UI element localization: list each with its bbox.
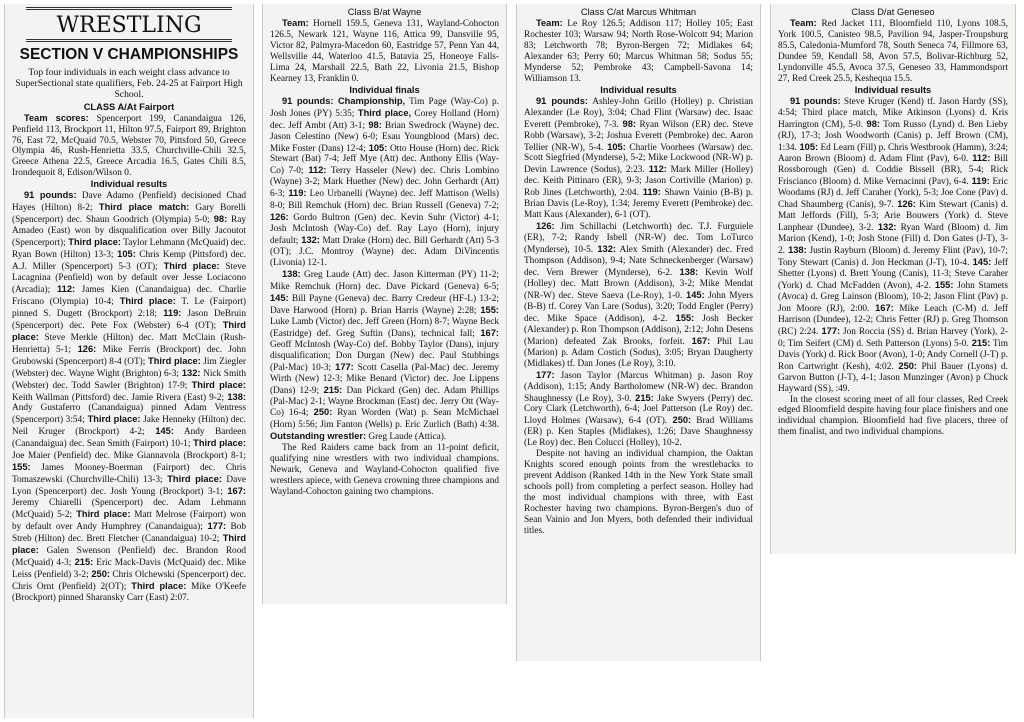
column-class-a	[4, 4, 254, 718]
class-d-heading: Class D/at Geneseo	[851, 7, 935, 17]
class-d-summary: In the closest scoring meet of all four classes, Red Creek edged Bloomfield despite having four place finishers and one individual champion. Bloomfield had five placers, three of them finalist, and two individual champions.	[778, 394, 1008, 438]
class-c-results-part2: 126: Jim Schillachi (Letchworth) dec. T.J. Furguiele (ER), 7-2; Randy Isbell (NR-W) dec. Tom LoTurco (Mynderse), 10-5. 132: Alex Smith (Alexander) dec. Fred Thompson (Addison), 9-4; Nate Schneckenberger (Warsaw) dec. Vern Brewer (Mynderse), 6-2. 138: Kevin Wolf (Holley) dec. Matt Brown (Addison), 3-2; Mike Mendat (NR-W) dec. Steve Saeva (Le-Roy), 1-0. 145: John Myers (B-B) tf. Corey Van Lare (Sodus), 3:20; Todd Engler (Perry) dec. Mike Space (Addison), 4-2. 155: Josh Becker (Alexander) p. Ron Thompson (Addison), 2:12; John Desens (Marion) defeated Zak Brooks, forfeit. 167: Phil Lau (Marion) p. Adam Costich (Sodus), 3:05; Bryan Daugherty (Midlakes) tf. Dan Jones (Le Roy), 3:10.	[524, 221, 754, 369]
class-b-summary: The Red Raiders came back from an 11-point deficit, qualifying nine wrestlers with two individual champions. Newark, Geneva and Wayland-Cohocton qualified five wrestlers apiece, with Geneva crowning three champions and Wayland-Cohocton gaining two champions.	[270, 443, 499, 498]
column-class-b	[262, 4, 507, 604]
class-b-team-scores: Team: Hornell 159.5, Geneva 131, Wayland-Cohocton 126.5, Newark 121, Wayne 116, Attica 99, Dansville 95, Victor 82, Palmyra-Macedon 60, Eastridge 57, Penn Yan 44, Wellsville 44, Waterloo 41.5, Batavia 25, Honeoye Falls-Lima 24, Marshall 22.5, Bath 22, Livonia 21.5, Bishop Kearney 13, Franklin 0.	[270, 18, 499, 84]
class-c-results-part3: 177: Jason Taylor (Marcus Whitman) p. Jason Roy (Addison), 1:15; Andy Bartholomew (NR-W) dec. Brandon Shaughnessy (Le Roy), 3-0. 215: Jake Swyers (Perry) dec. Cory Clark (Letchworth), 6-4; Joel Patterson (Le Roy) dec. Lloyd Holmes (Warsaw), 6-4 (OT). 250: Brad Williams (ER) p. Ken Staples (Midlakes), 1:26; Dave Shaughnessy (Le Roy) dec. Ben Colucci (Holley), 10-2.	[524, 369, 754, 449]
class-b-finals-heading: Individual finals	[349, 84, 420, 95]
column-class-c	[516, 4, 761, 661]
masthead-rule-top	[26, 7, 232, 10]
class-c-results-part1: 91 pounds: Ashley-John Grillo (Holley) p. Christian Alexander (Le Roy), 3:04; Chad Flint (Warsaw) dec. Isaac Everett (Pembroke), 7-3. 98: Ryan Wilson (ER) dec. Steve Robb (Warsaw), 3-2; Joshua Everett (Pembroke) dec. Aaron Tellier (NR-W), 5-4. 105: Charlie Voorhees (Warsaw) dec. Scott Siegfried (Mynderse), 5-2; Mike Lockwood (NR-W) p. Devin Lawrence (Sodus), 2:23. 112: Mark Miller (Holley) dec. Keith Pittinaro (ER), 9-3; Jason Cortiville (Marion) p. Rob Jines (Letchworth), 2:04. 119: Shawn Vainio (B-B) p. Brian Davis (Le-Roy), 1:34; Jeremy Everett (Pembroke) dec. Matt Kaus (Alexander), 6-1 (OT).	[524, 95, 754, 221]
class-a-individual-heading: Individual results	[90, 179, 168, 190]
class-d-team-scores: Team: Red Jacket 111, Bloomfield 110, Lyons 108.5, York 100.5, Canisteo 98.5, Pavilion 94, Jasper-Troupsburg 85.5, Caledonia-Mumford 78, South Seneca 74, Fillmore 63, Dundee 59, Kendall 58, Avon 57.5, Bolivar-Richburg 52, Lyndonville 45.5, Avoca 37.5, Geneseo 33, Hammondsport 27, Red Creek 25.5, Keshequa 15.5.	[778, 18, 1008, 84]
class-c-team-scores: Team: Le Roy 126.5; Addison 117; Holley 105; East Rochester 103; Warsaw 94; North Rose-Wolcott 94; Marion 83; Letchworth 78; Byron-Bergen 72; Midlakes 64; Alexander 63; Perry 60; Marcus Whitman 58; Sodus 55; Mynderse 52; Pembroke 43; Campbell-Savona 14; Williamson 13.	[524, 18, 753, 84]
class-d-individual-results: 91 pounds: Steve Kruger (Kend) tf. Jason Hardy (SS), 4:54; Third place match, Mike Atkinson (Lyons) d. Kris Harrington (CM), 5-0. 98: Tom Russo (Lynd) d. Ben Lieby (RJ), 17-3; Josh Woodworth (Canis) p. Jeff Brown (CM), 1:34. 105: Ed Learn (Fill) p. Chris Westbrook (Hamm), 3:24; Aaron Brown (Bloom) d. Adam Flint (Pav), 6-0. 112: Bill Rossborough (Gen) d. Coddie Bissell (BR), 5-4; Rick Friscianco (Bloom) d. Mike Vernacinni (Pav), 6-4. 119: Eric Woodams (RJ) d. Jeff Caraher (York), 5-3; Joe Cone (Pav) d. Chad Shaumberg (Canis), 9-7. 126: Kim Stewart (Canis) d. Matt Jeffords (Fill), 5-3; Arie Bouwers (York) d. Steve Lanphear (Dundee), 3-2. 132: Ryan Ward (Bloom) d. Jim Marion (Kend), 1-0; Josh Stone (Fill) d. Don Gates (J-T), 3-2. 138: Justin Rayburn (Bloom) d. Jeremy Flint (Pav), 10-7; Tony Stewart (Canis) d. Jon Heckman (J-T), 10-4. 145: Jeff Shetter (Lyons) d. Brett Young (Canis), 11-3; Steve Caraher (York) d. Chad McFadden (Avon), 4-2. 155: John Stamets (Avoca) d. Greg Lainson (Bloom), 10-2; Jason Flint (Pav) p. Jon Moore (RJ), 2:00. 167: Mike Leach (C-M) d. Jeff Harrison (Dundee), 12-2; Chris Fetter (RJ) p. Greg Thomson (RC) 2:24. 177: Jon Roccia (SS) d. Brian Harvey (York), 2-0; Tim Seifert (CM) d. Seth Patterson (Lyons) 5-0. 215: Tim Davis (York) d. Rick Boor (Avon), 1-0; Andy Cornell (J-T) p. Ron Cartwright (Kesh), 4:02. 250: Phil Bauer (Lyons) d. Garvon Button (J-T), 4-1; Jason Munzinger (Avon) p Chuck Hayward (SS), :49.	[778, 95, 1008, 394]
class-b-heading: Class B/at Wayne	[347, 7, 422, 17]
class-c-heading: Class C/at Marcus Whitman	[580, 7, 697, 17]
section-masthead: WRESTLING	[56, 13, 202, 38]
article-headline: SECTION V CHAMPIONSHIPS	[19, 46, 239, 63]
class-c-individual-heading: Individual results	[600, 84, 677, 95]
class-a-heading: CLASS A/At Fairport	[83, 101, 175, 112]
class-c-summary: Despite not having an individual champion, the Oaktan Knights scored enough points from the wrestlebacks to prevent Addison (Ranked 14th in the New York State small schools poll) from completing a perfect season. Holley had the most individual champions with three, with East Rochester having two champions. Byron-Bergen's duo of Sean Vainio and Jon Myers, both defended their individual titles.	[524, 449, 753, 536]
class-b-results-part2: 138: Greg Laude (Att) dec. Jason Kitterman (PY) 11-2; Mike Remchuk (Horn) dec. Dave Pickard (Geneva) 6-5; 145: Bill Payne (Geneva) dec. Barry Credeur (HF-L) 13-2; Dave Harwood (Horn) p. Brian Harris (Wayne) 2:28; 155: Luke Lamb (Victor) dec. Jeff Green (Horn) 8-7; Wayne Beck (Eastridge) def. Greg Suftin (Dans), technical fall; 167: Geoff McIntosh (Way-Co) def. Bobby Taylor (Dans), injury disqualification; Don Durgan (New) dec. Paul Stubbings (Pal-Mac) 10-3; 177: Scott Casella (Pal-Mac) dec. Jeremy Wirth (New) 12-3; Mike Benard (Victor) dec. Joe Lippens (Dans) 12-9; 215: Dan Pickard (Gen) dec. Adam Phillips (Pal-Mac) 2-1; Wayne Brockman (East) dec. Jerry Ott (Way-Co) 16-4; 250: Ryan Worden (Wat) p. Sean McMichael (Horn) 5:56; Jim Fanton (Wells) p. Eric Zurlich (Bath) 4:38. Outstanding wrestler: Greg Laude (Attica).	[270, 269, 499, 443]
column-class-d	[770, 4, 1016, 554]
article-dek: Top four individuals in each weight class advance to SuperSectional state qualifiers, Feb. 24-25 at Fairport High School.	[15, 67, 243, 101]
class-a-individual-results: 91 pounds: Dave Adamo (Penfield) decisioned Chad Hayes (Hilton) 8-2; Third place match: Gary Borelli (Spencerport) dec. Shaun Goodrich (Olympia) 5-0; 98: Ray Amadeo (East) won by disqualification over Billy Jacoutot (Spencerport); Third place: Taylor Lehmann (McQuaid) dec. Ryan Bown (Hilton) 13-3; 105: Chris Kemp (Pittsford) dec. A.J. Miller (Spencerport) 5-3 (OT); Third place: Steve Lacagnina (Penfield) won by default over Jesse Lociacono (Arcadia); 112: James Kien (Canandaigua) dec. Charlie Friscano (Olympia) 10-4; Third place: T. Le (Fairport) pinned S. Dugett (Brockport) 2:18; 119: Jason DeBruin (Spencerport) dec. Pete Fox (Webster) 6-4 (OT); Third place: Steve Merkle (Hilton) dec. Matt McClain (Rush-Henrietta) 5-1; 126: Mike Ferris (Brockport) dec. John Grubowski (Spencerport) 8-4 (OT); Third place: Jim Ziegler (Webster) dec. Wayne Wight (Brighton) 6-3; 132: Nick Smith (Webster) dec. Todd Sawler (Brighton) 17-9; Third place: Keith Wallman (Pittsford) dec. Jamie Rivera (East) 9-2; 138: Andy Gustaferro (Canandaigua) pinned Adam Ventress (Spencerport) 3:54; Third place: Jake Henneky (Hilton) dec. Neil Kruger (Brockport) 4-2; 145: Andy Bardeen (Canandaigua) dec. Sean Smith (Fairport) 10-1; Third place: Joe Maier (Penfield) dec. Mike Giannavola (Brockport) 8-1; 155: James Mooney-Boerman (Fairport) dec. Chris Tomaszewski (Churchville-Chili) 13-3; Third place: Dave Lyon (Spencerport) dec. Josh Young (Brockport) 3-1; 167: Jeremy Chiarelli (Spencerport) dec. Adam Lehmann (McQuaid) 5-2; Third place: Matt Melrose (Fairport) won by default over Andy Humphrey (Canandaigua); 177: Bob Streb (Hilton) dec. Brett Fletcher (Canandaigua) 10-2; Third place: Galen Swenson (Penfield) dec. Brandon Rood (McQuaid) 4-3; 215: Eric Mack-Davis (McQuaid) dec. Mike Leiss (Penfield) 3-2; 250: Chris Olchewski (Spencerport) dec. Chris Ornt (Penfield) 2(OT); Third place: Mike O'Keefe (Brockport) pinned Sharansky Carr (East) 2:07.	[12, 190, 247, 603]
masthead-rule-bottom	[26, 39, 232, 42]
class-a-team-scores: Team scores: Spencerport 199, Canandaigua 126, Penfield 113, Brockport 11, Hilton 97.5, Fairport 89, Brighton 76, East 72, McQuaid 70.5, Webster 70, Pittsford 50, Greece Olympia 46, Rush-Henrietta 33.5, Churchville-Chili 32.5, Greece Athena 22.5, Greece Arcadia 16.5, Gates Chili 8.5, Irondequoit 8, Edison/Wilson 0.	[12, 112, 246, 179]
class-d-individual-heading: Individual results	[854, 84, 932, 95]
class-b-results-part1: 91 pounds: Championship, Tim Page (Way-Co) p. Josh Jones (PY) 5:35; Third place, Corey Holland (Horn) dec. Jeff Ambt (Att) 3-1; 98: Brian Swedrock (Wayne) dec. Jason Celestino (New) 6-0; Esau Youngblood (Mars) dec. Mike Foster (Dans) 12-4; 105: Otto House (Horn) dec. Rick Stewart (Bat) 7-4; Jeff Mye (Att) dec. Anthony Ellis (Way-Co) 7-0; 112: Terry Hasseler (New) dec. Chris Lombino (Wayne) 3-2; Mark Huether (New) dec. John Gerhardt (Att) 6-3; 119: Leo Urbanelli (Wayne) dec. Jeff Mattison (Wells) 8-0; Bill Remchuk (Horn) dec. Brian Russell (Geneva) 7-2; 126: Gordo Bultron (Gen) dec. Kevin Suhr (Victor) 4-1; Josh McIntosh (Way-Co) def. Ray Layo (Horn), injury default; 132: Matt Drake (Horn) dec. Bill Gerhardt (Att) 5-3 (OT); J.C. Montroy (Wayne) dec. Adam DiVincentis (Livonia) 12-1.	[270, 95, 499, 269]
